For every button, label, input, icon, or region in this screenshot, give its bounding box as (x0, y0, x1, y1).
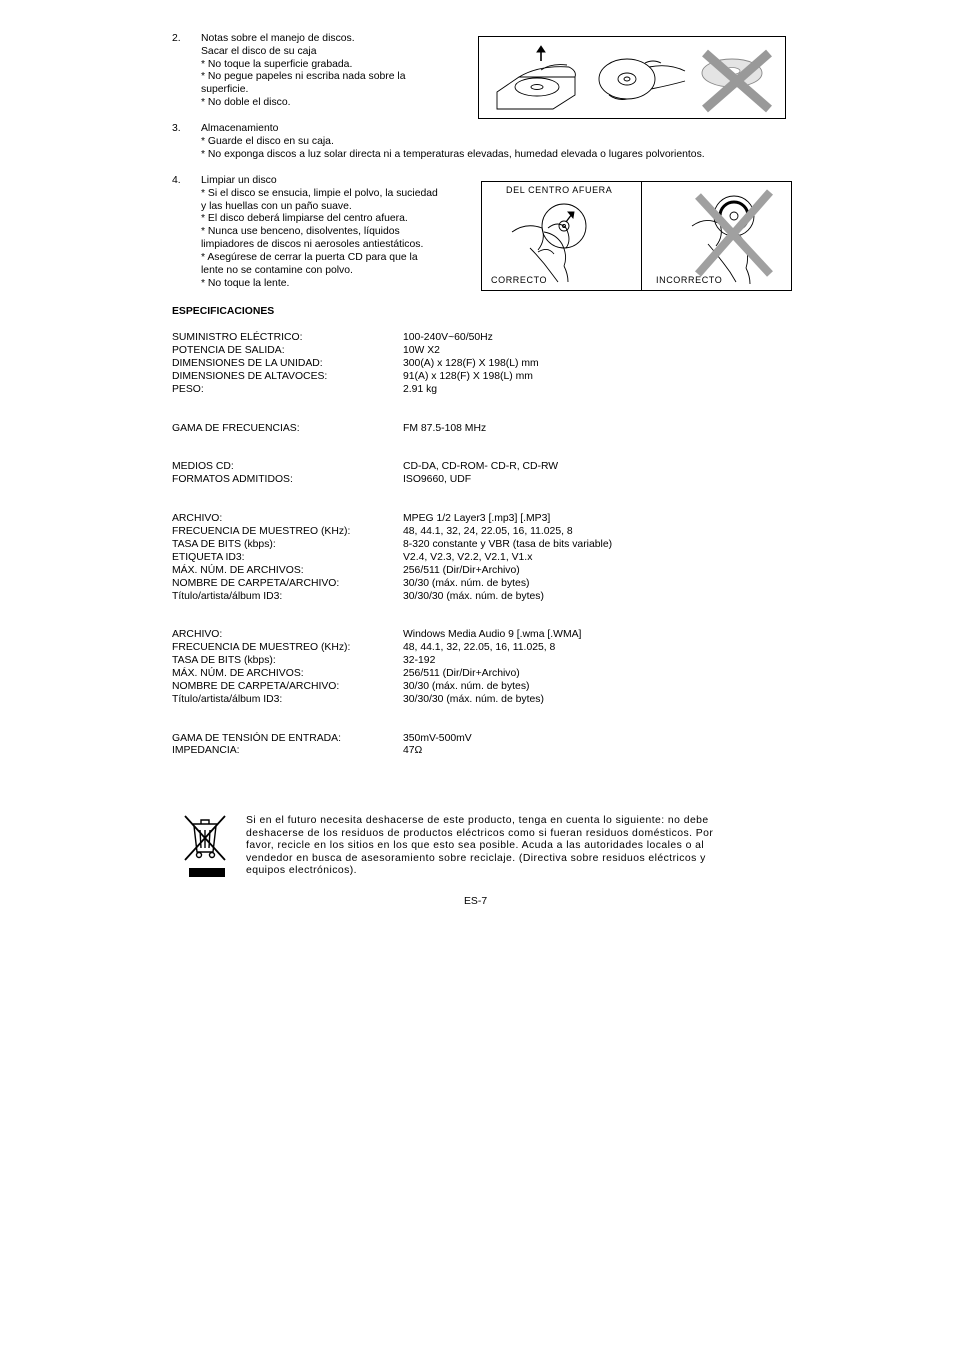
section-4-line: * Asegúrese de cerrar la puerta CD para que la (201, 252, 418, 263)
spec-value: MPEG 1/2 Layer3 [.mp3] [.MP3] (403, 513, 551, 524)
spec-label: ARCHIVO: (172, 629, 223, 640)
spec-label: TASA DE BITS (kbps): (172, 539, 276, 550)
disc-handling-illustration (479, 37, 785, 118)
section-4-title: Limpiar un disco (201, 175, 277, 186)
spec-label: ARCHIVO: (172, 513, 223, 524)
section-2-number: 2. (172, 33, 181, 44)
spec-value: 8-320 constante y VBR (tasa de bits variable) (403, 539, 613, 550)
spec-value: 10W X2 (403, 345, 440, 356)
correct-cleaning-illustration (482, 182, 642, 290)
incorrect-label: INCORRECTO (656, 275, 723, 285)
weee-notice (246, 815, 756, 878)
spec-value: 2.91 kg (403, 384, 438, 395)
spec-value: 32-192 (403, 655, 436, 666)
spec-value: Windows Media Audio 9 [.wma [.WMA] (403, 629, 582, 640)
section-4-line: lente no se contamine con polvo. (201, 265, 353, 276)
spec-value: 256/511 (Dir/Dir+Archivo) (403, 668, 520, 679)
spec-label: TASA DE BITS (kbps): (172, 655, 276, 666)
section-2-line: superficie. (201, 84, 249, 95)
section-3-title: Almacenamiento (201, 123, 279, 134)
spec-label: NOMBRE DE CARPETA/ARCHIVO: (172, 681, 340, 692)
bent-disc-crossed-drawing (702, 53, 769, 109)
spec-label: MÁX. NÚM. DE ARCHIVOS: (172, 565, 304, 576)
section-2-line: * No pegue papeles ni escriba nada sobre la (201, 71, 406, 82)
section-2-title: Notas sobre el manejo de discos. (201, 33, 355, 44)
spec-value: 256/511 (Dir/Dir+Archivo) (403, 565, 520, 576)
cleaning-direction-label: DEL CENTRO AFUERA (506, 185, 613, 195)
disc-held-by-hand-drawing (599, 59, 685, 100)
section-4-number: 4. (172, 175, 181, 186)
spec-value: 30/30/30 (máx. núm. de bytes) (403, 694, 544, 705)
section-3-number: 3. (172, 123, 181, 134)
spec-label: GAMA DE FRECUENCIAS: (172, 423, 300, 434)
section-4-line: limpiadores de discos ni aerosoles antiestáticos. (201, 239, 424, 250)
spec-label: FORMATOS ADMITIDOS: (172, 474, 293, 485)
spec-label: Título/artista/álbum ID3: (172, 694, 283, 705)
spec-value: 91(A) x 128(F) X 198(L) mm (403, 371, 533, 382)
spec-label: DIMENSIONES DE ALTAVOCES: (172, 371, 328, 382)
spec-value: 30/30/30 (máx. núm. de bytes) (403, 591, 544, 602)
spec-value: FM 87.5-108 MHz (403, 423, 487, 434)
spec-value: 30/30 (máx. núm. de bytes) (403, 681, 530, 692)
spec-value: 48, 44.1, 32, 24, 22.05, 16, 11.025, 8 (403, 526, 573, 537)
incorrect-cleaning-illustration (642, 182, 791, 290)
section-2-line: * No toque la superficie grabada. (201, 59, 353, 70)
spec-label: MEDIOS CD: (172, 461, 234, 472)
spec-label: IMPEDANCIA: (172, 745, 240, 756)
section-2-line: Sacar el disco de su caja (201, 46, 317, 57)
spec-value: 100-240V~60/50Hz (403, 332, 493, 343)
section-3-line: * Guarde el disco en su caja. (201, 136, 334, 147)
spec-label: DIMENSIONES DE LA UNIDAD: (172, 358, 323, 369)
spec-label: ETIQUETA ID3: (172, 552, 245, 563)
disc-removal-drawing (497, 46, 575, 109)
spec-label: Título/artista/álbum ID3: (172, 591, 283, 602)
section-4-line: * No toque la lente. (201, 278, 290, 289)
specifications-heading: ESPECIFICACIONES (172, 306, 275, 317)
spec-value: 30/30 (máx. núm. de bytes) (403, 578, 530, 589)
spec-value: 350mV-500mV (403, 733, 472, 744)
weee-notice-line: equipos electrónicos). (246, 865, 357, 877)
section-4-line: * Nunca use benceno, disolventes, líquidos (201, 226, 400, 237)
spec-value: ISO9660, UDF (403, 474, 472, 485)
spec-value: 48, 44.1, 32, 22.05, 16, 11.025, 8 (403, 642, 556, 653)
section-3-line: * No exponga discos a luz solar directa ni a temperaturas elevadas, humedad elevada o lugares polvorientos. (201, 149, 705, 160)
disc-handling-figure (478, 36, 786, 119)
spec-label: POTENCIA DE SALIDA: (172, 345, 285, 356)
weee-notice-line: favor, recicle en los sitios en los que esto sea posible. Acuda a las autoridades locales o al (246, 840, 705, 852)
weee-notice-line: Si en el futuro necesita deshacerse de este producto, tenga en cuenta lo siguiente: no debe (246, 815, 709, 826)
section-2-line: * No doble el disco. (201, 97, 291, 108)
spec-label: PESO: (172, 384, 204, 395)
disc-cleaning-figure-correct (481, 181, 643, 291)
spec-label: SUMINISTRO ELÉCTRICO: (172, 332, 303, 343)
weee-icon (182, 812, 228, 880)
section-4-line: * El disco deberá limpiarse del centro afuera. (201, 213, 408, 224)
weee-notice-line: vendedor en busca de asesoramiento sobre reciclaje. (Directiva sobre residuos eléctricos y (246, 852, 706, 864)
correct-label: CORRECTO (491, 275, 548, 285)
weee-notice-line: deshacerse de los residuos de productos eléctricos como si fueran residuos domésticos. Por (246, 827, 714, 839)
crossed-out-wheelie-bin-icon (182, 812, 228, 880)
spec-label: MÁX. NÚM. DE ARCHIVOS: (172, 668, 304, 679)
spec-value: V2.4, V2.3, V2.2, V2.1, V1.x (403, 552, 533, 563)
spec-label: NOMBRE DE CARPETA/ARCHIVO: (172, 578, 340, 589)
section-4-line: * Si el disco se ensucia, limpie el polvo, la suciedad (201, 188, 438, 199)
spec-label: GAMA DE TENSIÓN DE ENTRADA: (172, 733, 341, 744)
spec-value: CD-DA, CD-ROM- CD-R, CD-RW (403, 461, 559, 472)
spec-value: 47Ω (403, 745, 423, 756)
spec-label: FRECUENCIA DE MUESTREO (KHz): (172, 642, 351, 653)
disc-cleaning-figure-incorrect (641, 181, 792, 291)
page-number: ES-7 (464, 896, 488, 908)
spec-value: 300(A) x 128(F) X 198(L) mm (403, 358, 539, 369)
spec-label: FRECUENCIA DE MUESTREO (KHz): (172, 526, 351, 537)
section-4-line: y las huellas con un paño suave. (201, 201, 352, 212)
